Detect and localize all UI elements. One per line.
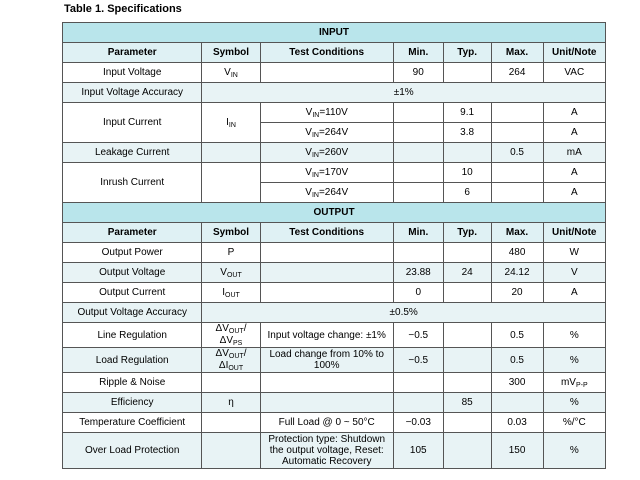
output-section-header	[63, 203, 606, 223]
max-cell	[491, 393, 543, 413]
col-header-parameter: Parameter	[63, 43, 202, 63]
unit-cell: $mV_{P-P}$	[543, 373, 605, 393]
max-cell: 0.5	[491, 348, 543, 373]
table-row	[63, 163, 606, 183]
typ-cell	[443, 143, 491, 163]
min-cell	[393, 393, 443, 413]
param-cell: Line Regulation	[63, 323, 202, 348]
param-cell: Temperature Coefficient	[63, 413, 202, 433]
typ-cell	[443, 373, 491, 393]
max-cell	[491, 183, 543, 203]
table-row	[63, 103, 606, 123]
min-cell	[393, 123, 443, 143]
typ-cell	[443, 63, 491, 83]
typ-cell	[443, 283, 491, 303]
max-cell: 0.5	[491, 323, 543, 348]
max-cell: 150	[491, 433, 543, 469]
table-row	[63, 283, 606, 303]
min-cell: −0.5	[393, 323, 443, 348]
condition-cell: $V_{IN}=110V$	[260, 103, 393, 123]
typ-cell	[443, 433, 491, 469]
unit-cell: A	[543, 123, 605, 143]
condition-cell: $V_{IN}=170V$	[260, 163, 393, 183]
output-section-title: OUTPUT	[63, 203, 606, 223]
min-cell: 23.88	[393, 263, 443, 283]
min-cell: −0.03	[393, 413, 443, 433]
max-cell	[491, 103, 543, 123]
table-row	[63, 143, 606, 163]
typ-cell: 24	[443, 263, 491, 283]
param-cell: Input Current	[63, 103, 202, 143]
min-cell	[393, 163, 443, 183]
condition-cell	[260, 393, 393, 413]
col-header-unit: Unit/Note	[543, 223, 605, 243]
condition-cell: $V_{IN}=264V$	[260, 123, 393, 143]
table-row	[63, 348, 606, 373]
param-cell: Over Load Protection	[63, 433, 202, 469]
input-column-headers	[63, 43, 606, 63]
max-cell	[491, 123, 543, 143]
min-cell	[393, 243, 443, 263]
param-cell: Ripple & Noise	[63, 373, 202, 393]
symbol-cell: $\Delta V_{OUT}/\Delta I_{OUT}$	[202, 348, 260, 373]
max-cell: 0.03	[491, 413, 543, 433]
col-header-typ: Typ.	[443, 43, 491, 63]
typ-cell: 85	[443, 393, 491, 413]
max-cell: 300	[491, 373, 543, 393]
param-cell: Output Current	[63, 283, 202, 303]
col-header-max: Max.	[491, 43, 543, 63]
condition-cell: $V_{IN}=264V$	[260, 183, 393, 203]
condition-cell	[260, 63, 393, 83]
unit-cell: VAC	[543, 63, 605, 83]
unit-cell: V	[543, 263, 605, 283]
unit-cell: %	[543, 393, 605, 413]
merged-value-cell: ±0.5%	[202, 303, 606, 323]
param-cell: Input Voltage Accuracy	[63, 83, 202, 103]
condition-cell: $V_{IN}=260V$	[260, 143, 393, 163]
condition-cell	[260, 373, 393, 393]
param-cell: Input Voltage	[63, 63, 202, 83]
typ-cell: 9.1	[443, 103, 491, 123]
symbol-cell: $V_{IN}$	[202, 63, 260, 83]
param-cell: Output Voltage Accuracy	[63, 303, 202, 323]
symbol-cell	[202, 143, 260, 163]
col-header-conditions: Test Conditions	[260, 223, 393, 243]
table-row	[63, 393, 606, 413]
table-row	[63, 373, 606, 393]
unit-cell: A	[543, 283, 605, 303]
unit-cell: %	[543, 323, 605, 348]
condition-cell: Load change from 10% to 100%	[260, 348, 393, 373]
unit-cell: A	[543, 183, 605, 203]
col-header-max: Max.	[491, 223, 543, 243]
output-column-headers	[63, 223, 606, 243]
typ-cell	[443, 413, 491, 433]
table-row	[63, 433, 606, 469]
col-header-typ: Typ.	[443, 223, 491, 243]
min-cell	[393, 143, 443, 163]
param-cell: Load Regulation	[63, 348, 202, 373]
symbol-cell: $I_{OUT}$	[202, 283, 260, 303]
max-cell: 0.5	[491, 143, 543, 163]
min-cell	[393, 183, 443, 203]
condition-cell	[260, 243, 393, 263]
typ-cell: 6	[443, 183, 491, 203]
param-cell: Output Power	[63, 243, 202, 263]
min-cell: 105	[393, 433, 443, 469]
param-cell: Output Voltage	[63, 263, 202, 283]
symbol-cell: $\Delta V_{OUT}/\Delta V_{PS}$	[202, 323, 260, 348]
input-section-header	[63, 23, 606, 43]
symbol-cell: η	[202, 393, 260, 413]
table-row	[63, 323, 606, 348]
typ-cell: 3.8	[443, 123, 491, 143]
symbol-cell	[202, 413, 260, 433]
specifications-table	[62, 22, 606, 469]
min-cell	[393, 373, 443, 393]
param-cell: Leakage Current	[63, 143, 202, 163]
col-header-symbol: Symbol	[202, 223, 260, 243]
symbol-cell: $V_{OUT}$	[202, 263, 260, 283]
unit-cell: A	[543, 103, 605, 123]
table-row	[63, 263, 606, 283]
table-caption: Table 1. Specifications	[64, 3, 182, 15]
table-row	[63, 63, 606, 83]
condition-cell	[260, 263, 393, 283]
symbol-cell	[202, 433, 260, 469]
col-header-parameter: Parameter	[63, 223, 202, 243]
max-cell: 264	[491, 63, 543, 83]
col-header-min: Min.	[393, 223, 443, 243]
max-cell: 20	[491, 283, 543, 303]
unit-cell: %/°C	[543, 413, 605, 433]
symbol-cell	[202, 373, 260, 393]
typ-cell	[443, 348, 491, 373]
col-header-unit: Unit/Note	[543, 43, 605, 63]
param-cell: Efficiency	[63, 393, 202, 413]
min-cell: 90	[393, 63, 443, 83]
table-row	[63, 243, 606, 263]
max-cell: 480	[491, 243, 543, 263]
unit-cell: mA	[543, 143, 605, 163]
min-cell	[393, 103, 443, 123]
table-row	[63, 413, 606, 433]
condition-cell: Protection type: Shutdown the output voltage, Reset: Automatic Recovery	[260, 433, 393, 469]
param-cell: Inrush Current	[63, 163, 202, 203]
unit-cell: W	[543, 243, 605, 263]
input-section-title: INPUT	[63, 23, 606, 43]
min-cell: 0	[393, 283, 443, 303]
symbol-cell: P	[202, 243, 260, 263]
col-header-conditions: Test Conditions	[260, 43, 393, 63]
condition-cell	[260, 283, 393, 303]
symbol-cell: $I_{IN}$	[202, 103, 260, 143]
unit-cell: %	[543, 348, 605, 373]
unit-cell: %	[543, 433, 605, 469]
table-row	[63, 303, 606, 323]
col-header-symbol: Symbol	[202, 43, 260, 63]
condition-cell: Input voltage change: ±1%	[260, 323, 393, 348]
max-cell	[491, 163, 543, 183]
unit-cell: A	[543, 163, 605, 183]
max-cell: 24.12	[491, 263, 543, 283]
min-cell: −0.5	[393, 348, 443, 373]
table-row	[63, 83, 606, 103]
symbol-cell	[202, 163, 260, 203]
col-header-min: Min.	[393, 43, 443, 63]
merged-value-cell: ±1%	[202, 83, 606, 103]
typ-cell: 10	[443, 163, 491, 183]
typ-cell	[443, 323, 491, 348]
condition-cell: Full Load @ 0 ~ 50°C	[260, 413, 393, 433]
typ-cell	[443, 243, 491, 263]
